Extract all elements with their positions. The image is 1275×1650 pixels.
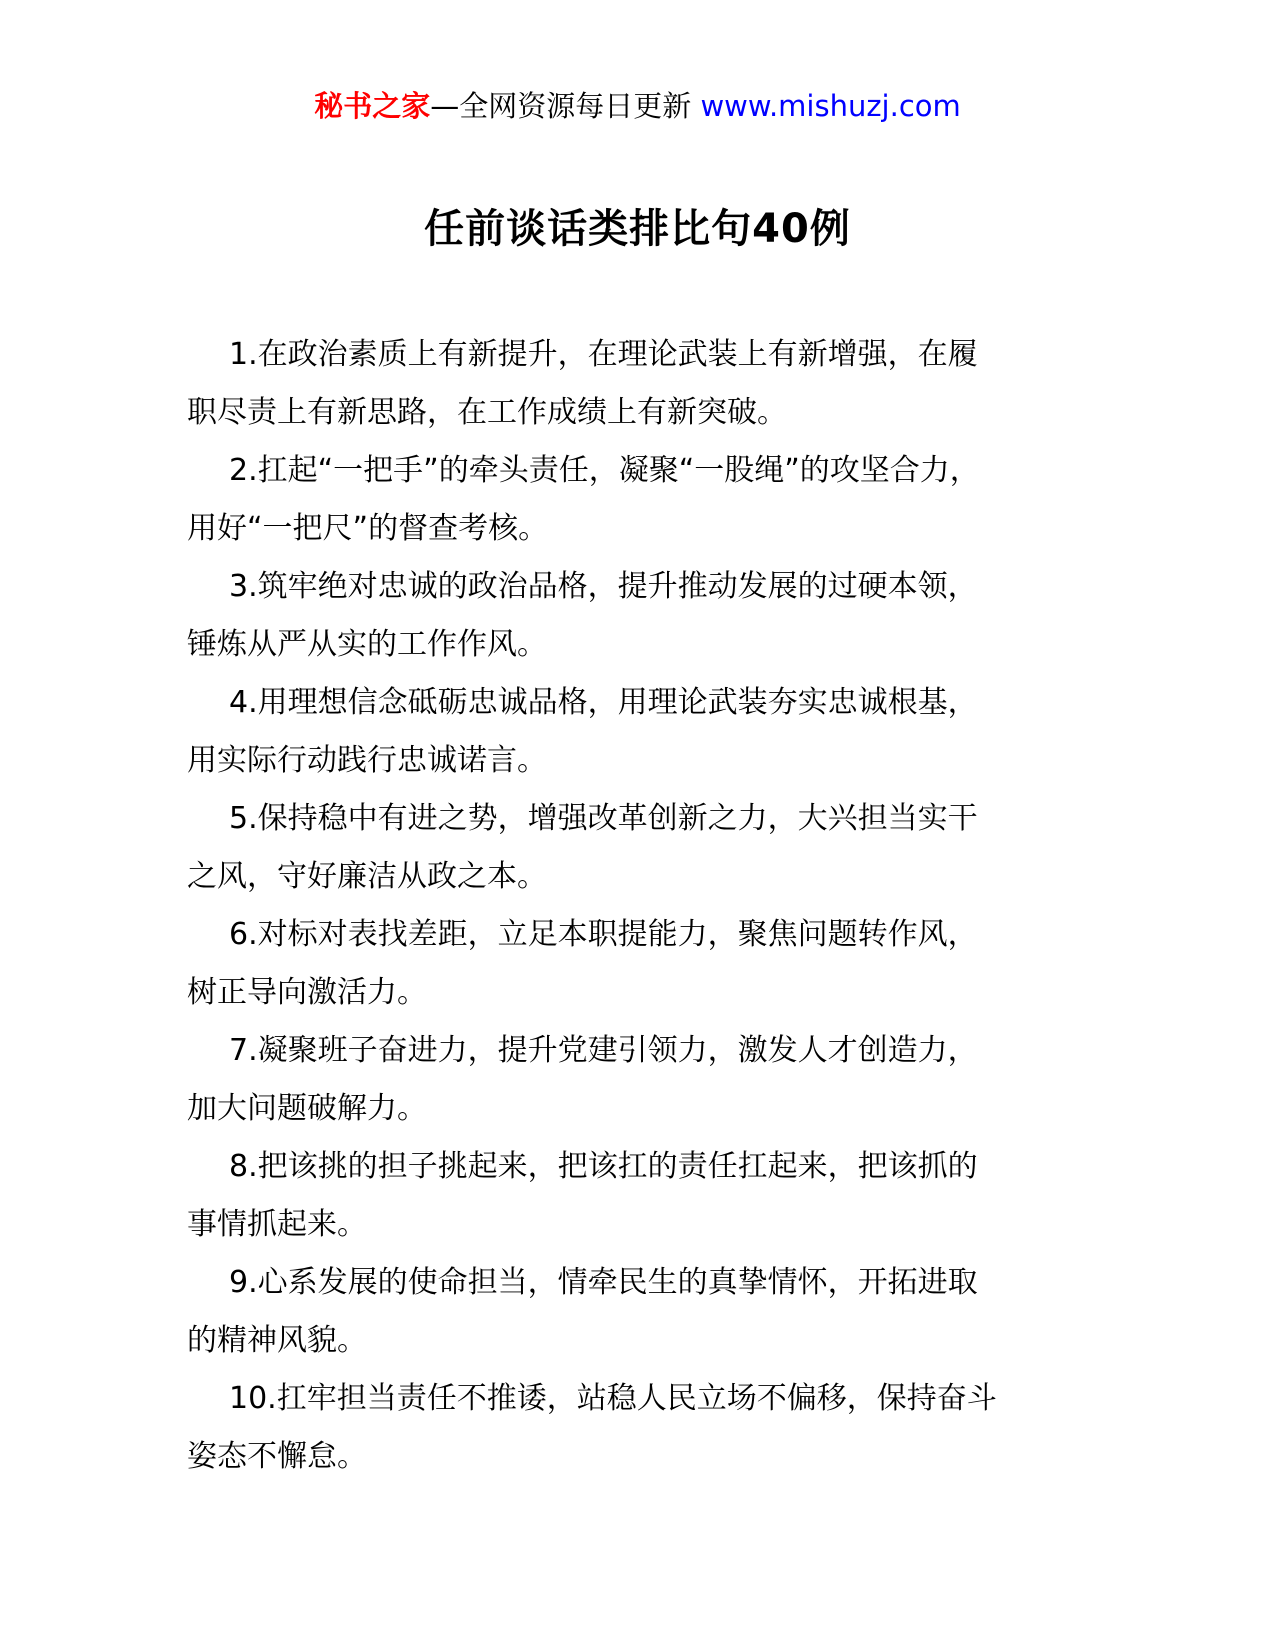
paragraph-line: 3.筑牢绝对忠诚的政治品格，提升推动发展的过硬本领， [229, 569, 978, 604]
paragraph-line: 7.凝聚班子奋进力，提升党建引领力，激发人才创造力， [229, 1033, 978, 1068]
paragraph-line: 的精神风貌。 [187, 1323, 367, 1358]
paragraph-line: 4.用理想信念砥砺忠诚品格，用理论武装夯实忠诚根基， [229, 685, 978, 720]
list-item [187, 1254, 1082, 1370]
paragraph-line: 8.把该挑的担子挑起来，把该扛的责任扛起来，把该抓的 [229, 1149, 978, 1184]
paragraph-line: 加大问题破解力。 [187, 1091, 427, 1126]
paragraph-line: 姿态不懈怠。 [187, 1439, 367, 1474]
paragraph-line: 树正导向激活力。 [187, 975, 427, 1010]
paragraph-line: 1.在政治素质上有新提升，在理论武装上有新增强，在履 [229, 337, 978, 372]
document-body [187, 326, 1082, 1486]
document-title: 任前谈话类排比句40例 [424, 206, 851, 252]
list-item [187, 1138, 1082, 1254]
site-header [0, 88, 1275, 124]
list-item [187, 442, 1082, 558]
list-item [187, 906, 1082, 1022]
site-brand: 秘书之家 [314, 89, 431, 123]
site-url-link[interactable]: www.mishuzj.com [700, 89, 961, 123]
paragraph-line: 2.扛起“一把手”的牵头责任，凝聚“一股绳”的攻坚合力， [229, 453, 980, 488]
paragraph-line: 职尽责上有新思路，在工作成绩上有新突破。 [187, 395, 787, 430]
paragraph-line: 用好“一把尺”的督查考核。 [187, 511, 549, 546]
list-item [187, 790, 1082, 906]
list-item [187, 1022, 1082, 1138]
paragraph-line: 用实际行动践行忠诚诺言。 [187, 743, 547, 778]
paragraph-line: 之风，守好廉洁从政之本。 [187, 859, 547, 894]
paragraph-line: 5.保持稳中有进之势，增强改革创新之力，大兴担当实干 [229, 801, 978, 836]
list-item [187, 558, 1082, 674]
list-item [187, 1370, 1082, 1486]
paragraph-line: 锤炼从严从实的工作作风。 [187, 627, 547, 662]
paragraph-line: 9.心系发展的使命担当，情牵民生的真挚情怀，开拓进取 [229, 1265, 978, 1300]
site-tagline: —全网资源每日更新 [430, 89, 701, 123]
list-item [187, 674, 1082, 790]
paragraph-line: 10.扛牢担当责任不推诿，站稳人民立场不偏移，保持奋斗 [229, 1381, 997, 1416]
list-item [187, 326, 1082, 442]
paragraph-line: 事情抓起来。 [187, 1207, 367, 1242]
paragraph-line: 6.对标对表找差距，立足本职提能力，聚焦问题转作风， [229, 917, 978, 952]
